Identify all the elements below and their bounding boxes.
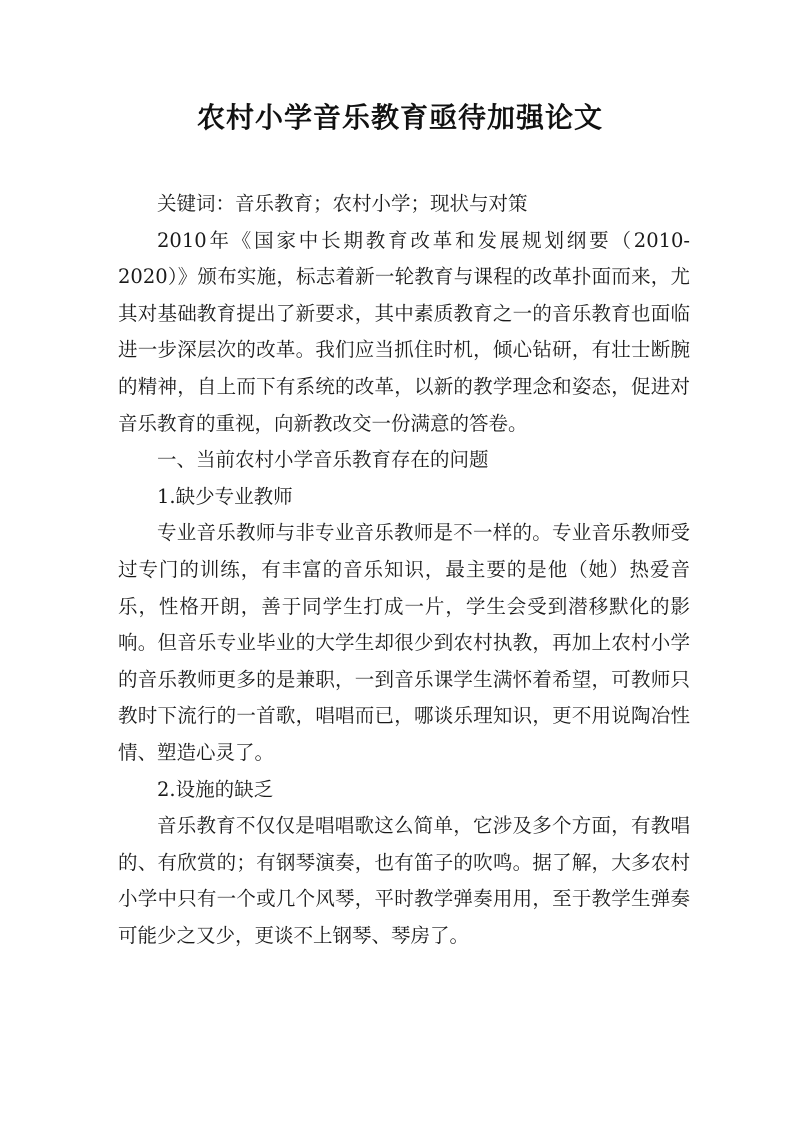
keywords-paragraph: 关键词：音乐教育；农村小学；现状与对策 xyxy=(157,192,528,215)
section-heading: 一、当前农村小学音乐教育存在的问题 xyxy=(157,448,489,472)
subsection-heading: 1.缺少专业教师 xyxy=(157,484,293,508)
subsection-heading: 2.设施的缺乏 xyxy=(157,777,274,801)
document-title: 农村小学音乐教育亟待加强论文 xyxy=(196,101,603,134)
body-paragraph: 专业音乐教师与非专业音乐教师是不一样的。专业音乐教师受过专门的训练，有丰富的音乐知识，最主要的是他（她）热爱音乐，性格开朗，善于同学生打成一片，学生会受到潜移默化的影响。但音乐专业毕业的大学生却很少到农村执教，再加上农村小学的音乐教师更多的是兼职，一到音乐课学生满怀着希望，可教师只教时下流行的一首歌，唱唱而已，哪谈乐理知识，更不用说陶冶性情、塑造心灵了。 xyxy=(118,521,690,764)
body-paragraph: 音乐教育不仅仅是唱唱歌这么简单，它涉及多个方面，有教唱的、有欣赏的；有钢琴演奏，也有笛子的吹鸣。据了解，大多农村小学中只有一个或几个风琴，平时教学弹奏用用，至于教学生弹奏可能少之又少，更谈不上钢琴、琴房了。 xyxy=(118,814,690,947)
intro-paragraph: 2010年《国家中长期教育改革和发展规划纲要（2010-2020）》颁布实施，标志着新一轮教育与课程的改革扑面而来，尤其对基础教育提出了新要求，其中素质教育之一的音乐教育也面临进一步深层次的改革。我们应当抓住时机，倾心钻研，有壮士断腕的精神，自上而下有系统的改革，以新的教学理念和姿态，促进对音乐教育的重视，向新教改交一份满意的答卷。 xyxy=(118,228,690,435)
document-body xyxy=(118,186,690,954)
